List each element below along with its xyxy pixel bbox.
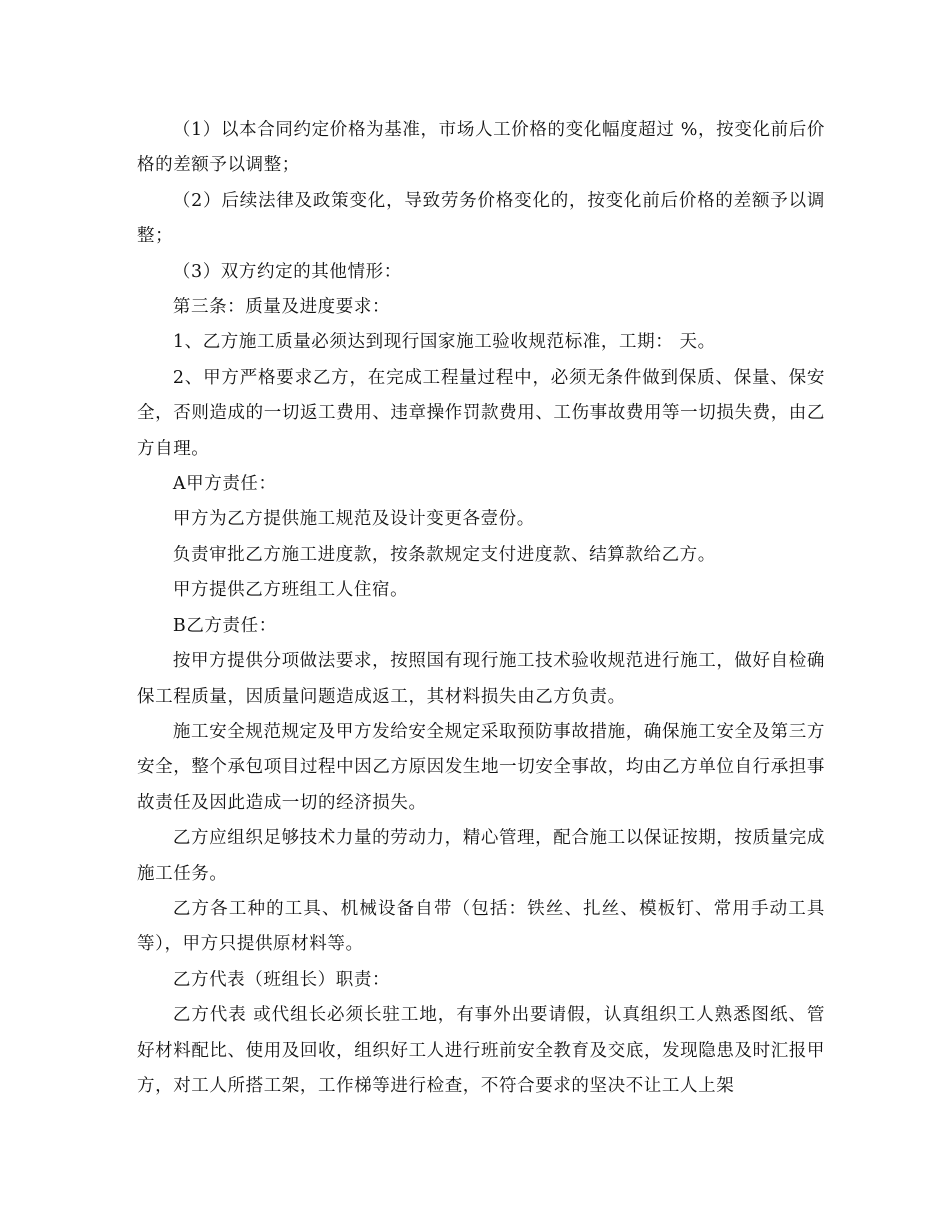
paragraph-quality-requirement: 2、甲方严格要求乙方，在完成工程量过程中，必须无条件做到保质、保量、保安全，否则造成的一切返工费用、违章操作罚款费用、工伤事故费用等一切损失费，由乙方自理。 (137, 367, 825, 459)
party-a-responsibility-heading: A甲方责任： (172, 474, 277, 495)
party-a-item-1: 甲方为乙方提供施工规范及设计变更各壹份。 (172, 509, 535, 530)
party-b-representative-duties: 乙方代表 或代组长必须长驻工地，有事外出要请假，认真组织工人熟悉图纸、管好材料配比、使用及回收，组织好工人进行班前安全教育及交底，发现隐患及时汇报甲方，对工人所搭工架，工作梯等进行检查，不符合要求的坚决不让工人上架 (137, 1005, 825, 1096)
party-a-item-3: 甲方提供乙方班组工人住宿。 (172, 580, 409, 601)
paragraph-quality-standard: 1、乙方施工质量必须达到现行国家施工验收规范标准，工期： 天。 (172, 332, 716, 353)
party-b-item-4: 乙方各工种的工具、机械设备自带（包括：铁丝、扎丝、模板钉、常用手动工具等），甲方只提供原材料等。 (137, 898, 825, 955)
party-b-representative-heading: 乙方代表（班组长）职责： (172, 969, 391, 990)
paragraph-price-adjustment-1: （1）以本合同约定价格为基准，市场人工价格的变化幅度超过 %，按变化前后价格的差额予以调整； (137, 120, 825, 176)
party-b-item-3: 乙方应组织足够技术力量的劳动力，精心管理，配合施工以保证按期，按质量完成施工任务。 (137, 828, 825, 884)
party-b-item-2: 施工安全规范规定及甲方发给安全规定采取预防事故措施，确保施工安全及第三方安全，整个承包项目过程中因乙方原因发生地一切安全事故，均由乙方单位自行承担事故责任及因此造成一切的经济损失。 (137, 721, 825, 813)
paragraph-price-adjustment-3: （3）双方约定的其他情形： (172, 261, 402, 282)
party-b-responsibility-heading: B乙方责任： (172, 615, 277, 636)
party-a-item-2: 负责审批乙方施工进度款，按条款规定支付进度款、结算款给乙方。 (172, 544, 716, 565)
article-three-heading: 第三条：质量及进度要求： (172, 297, 391, 318)
party-b-item-1: 按甲方提供分项做法要求，按照国有现行施工技术验收规范进行施工，做好自检确保工程质量，因质量问题造成返工，其材料损失由乙方负责。 (137, 651, 825, 707)
contract-text-body (137, 113, 825, 1104)
paragraph-price-adjustment-2: （2）后续法律及政策变化，导致劳务价格变化的，按变化前后价格的差额予以调整； (137, 190, 825, 247)
